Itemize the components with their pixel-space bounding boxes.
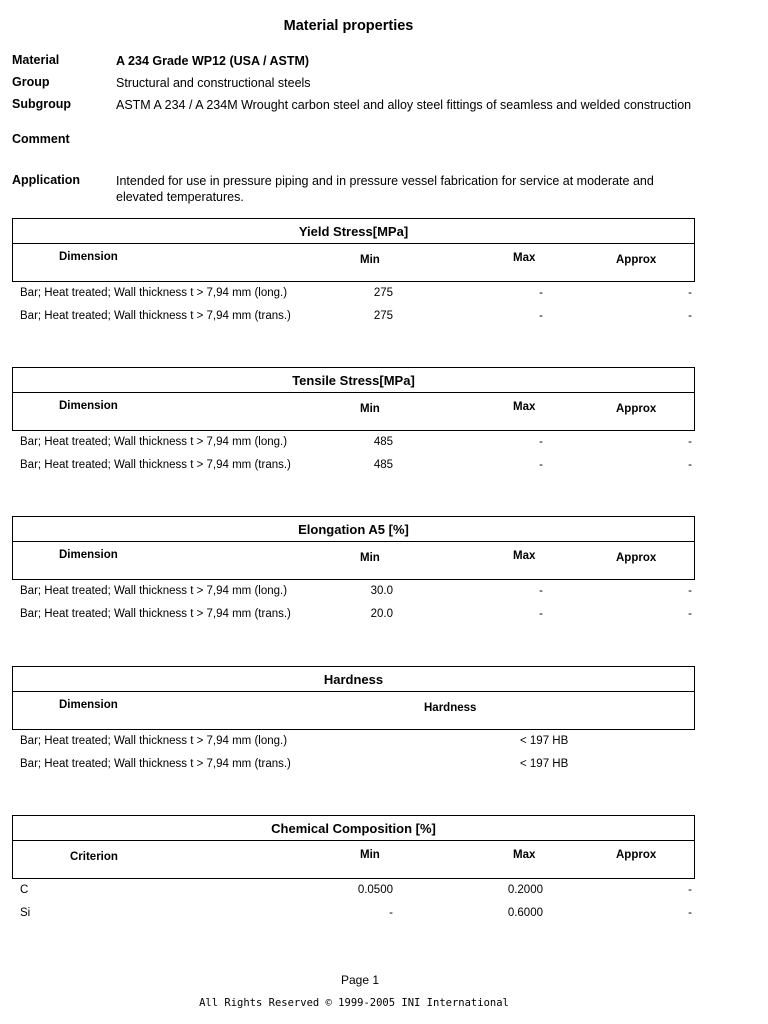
tensile-stress-rows	[12, 431, 695, 477]
tensile-stress-title: Tensile Stress[MPa]	[13, 368, 694, 393]
hardness-cell: < 197 HB	[520, 735, 569, 747]
min-header: Min	[360, 849, 380, 861]
comment-label: Comment	[12, 132, 70, 146]
approx-header: Approx	[616, 552, 657, 564]
dimension-cell: Bar; Heat treated; Wall thickness t > 7,94 mm (trans.)	[20, 310, 291, 322]
table-row	[12, 902, 695, 925]
max-header: Max	[513, 849, 536, 861]
dimension-header: Dimension	[59, 699, 118, 711]
dimension-cell: Bar; Heat treated; Wall thickness t > 7,94 mm (trans.)	[20, 758, 291, 770]
hardness-header: Hardness	[424, 702, 477, 714]
min-cell: 0.0500	[357, 884, 393, 896]
yield-stress-rows	[12, 282, 695, 328]
chemical-composition-title: Chemical Composition [%]	[13, 816, 694, 841]
material-label: Material	[12, 53, 60, 67]
min-cell: 20.0	[370, 608, 393, 620]
min-cell: -	[389, 907, 393, 919]
dimension-cell: Bar; Heat treated; Wall thickness t > 7,94 mm (long.)	[20, 735, 288, 747]
hardness-title: Hardness	[13, 667, 694, 692]
criterion-cell: Si	[20, 907, 31, 919]
material-value: A 234 Grade WP12 (USA / ASTM)	[116, 54, 310, 68]
min-cell: 30.0	[370, 585, 393, 597]
table-row	[12, 603, 695, 626]
elongation-title: Elongation A5 [%]	[13, 517, 694, 542]
approx-header: Approx	[616, 403, 657, 415]
tensile-stress-section	[12, 367, 695, 477]
max-cell: 0.6000	[507, 907, 543, 919]
table-row	[12, 879, 695, 902]
approx-cell: -	[688, 287, 692, 299]
hardness-section	[12, 666, 695, 776]
dimension-cell: Bar; Heat treated; Wall thickness t > 7,94 mm (long.)	[20, 436, 288, 448]
approx-cell: -	[688, 884, 692, 896]
group-label: Group	[12, 75, 50, 89]
copyright-footer: All Rights Reserved © 1999-2005 INI International	[199, 997, 509, 1009]
min-header: Min	[360, 403, 380, 415]
chemical-composition-rows	[12, 879, 695, 925]
max-cell: -	[539, 310, 543, 322]
hardness-header-box	[12, 666, 695, 730]
hardness-rows	[12, 730, 695, 776]
max-cell: -	[539, 608, 543, 620]
yield-stress-title: Yield Stress[MPa]	[13, 219, 694, 244]
approx-cell: -	[688, 585, 692, 597]
approx-cell: -	[688, 608, 692, 620]
dimension-cell: Bar; Heat treated; Wall thickness t > 7,94 mm (long.)	[20, 287, 288, 299]
subgroup-value: ASTM A 234 / A 234M Wrought carbon steel and alloy steel fittings of seamless and welded construction	[116, 98, 692, 112]
chemical-composition-header-box	[12, 815, 695, 879]
table-row	[12, 730, 695, 753]
min-header: Min	[360, 254, 380, 266]
hardness-cell: < 197 HB	[520, 758, 569, 770]
dimension-header: Dimension	[59, 400, 118, 412]
approx-cell: -	[688, 907, 692, 919]
dimension-cell: Bar; Heat treated; Wall thickness t > 7,94 mm (trans.)	[20, 608, 291, 620]
elongation-rows	[12, 580, 695, 626]
approx-cell: -	[688, 459, 692, 471]
table-row	[12, 753, 695, 776]
max-cell: -	[539, 585, 543, 597]
max-header: Max	[513, 550, 536, 562]
chemical-composition-section	[12, 815, 695, 925]
max-cell: 0.2000	[507, 884, 543, 896]
elongation-header-box	[12, 516, 695, 580]
max-cell: -	[539, 459, 543, 471]
min-cell: 485	[373, 459, 393, 471]
criterion-header: Criterion	[70, 851, 118, 863]
application-label: Application	[12, 173, 81, 187]
min-cell: 275	[373, 287, 393, 299]
max-cell: -	[539, 436, 543, 448]
subgroup-label: Subgroup	[12, 97, 72, 111]
min-header: Min	[360, 552, 380, 564]
max-cell: -	[539, 287, 543, 299]
table-row	[12, 305, 695, 328]
dimension-header: Dimension	[59, 549, 118, 561]
application-value: Intended for use in pressure piping and in pressure vessel fabrication for service at moderate and elevated temperatures.	[116, 174, 654, 204]
max-header: Max	[513, 252, 536, 264]
page-title: Material properties	[283, 18, 414, 34]
min-cell: 485	[373, 436, 393, 448]
page-number: Page 1	[340, 973, 380, 987]
approx-header: Approx	[616, 849, 657, 861]
table-row	[12, 454, 695, 477]
yield-stress-header-box	[12, 218, 695, 282]
elongation-section	[12, 516, 695, 626]
dimension-cell: Bar; Heat treated; Wall thickness t > 7,94 mm (trans.)	[20, 459, 291, 471]
approx-header: Approx	[616, 254, 657, 266]
criterion-cell: C	[20, 884, 29, 896]
group-value: Structural and constructional steels	[116, 76, 311, 90]
table-row	[12, 580, 695, 603]
tensile-stress-header-box	[12, 367, 695, 431]
max-header: Max	[513, 401, 536, 413]
dimension-cell: Bar; Heat treated; Wall thickness t > 7,94 mm (long.)	[20, 585, 288, 597]
min-cell: 275	[373, 310, 393, 322]
yield-stress-section	[12, 218, 695, 328]
table-row	[12, 431, 695, 454]
approx-cell: -	[688, 310, 692, 322]
dimension-header: Dimension	[59, 251, 118, 263]
table-row	[12, 282, 695, 305]
approx-cell: -	[688, 436, 692, 448]
